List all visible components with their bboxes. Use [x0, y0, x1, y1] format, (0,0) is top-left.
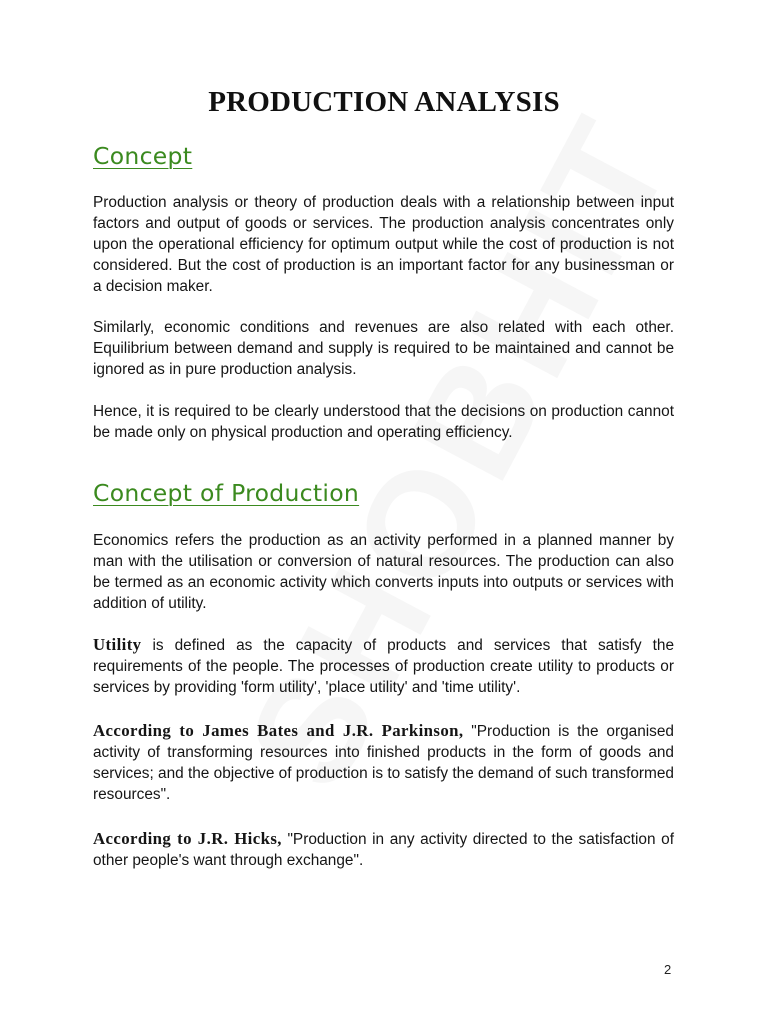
quote-attribution: According to J.R. Hicks,	[93, 829, 282, 848]
page-number: 2	[664, 962, 672, 977]
paragraph: Hence, it is required to be clearly understood that the decisions on production cannot be made only on physical production and operating efficiency.	[93, 403, 674, 441]
section-heading-concept: Concept	[93, 142, 193, 170]
section-heading-concept-of-production: Concept of Production	[93, 479, 360, 507]
definition-text: is defined as the capacity of products and services that satisfy the requirements of the people. The processes of production create utility to products or services by providing 'form utility', 'place utility' and 'time utility'.	[93, 637, 674, 696]
page-title: PRODUCTION ANALYSIS	[208, 86, 560, 118]
quote-bates-parkinson	[93, 721, 674, 806]
paragraph: Production analysis or theory of production deals with a relationship between input factors and output of goods or services. The production analysis concentrates only upon the operational efficiency for optimum output while the cost of production is not considered. But the cost of production is an important factor for any businessman or a decision maker.	[93, 194, 674, 295]
quote-hicks	[93, 829, 674, 872]
paragraph: Economics refers the production as an activity performed in a planned manner by man with the utilisation or conversion of natural resources. The production can also be termed as an economic activity which converts inputs into outputs or services with addition of utility.	[93, 532, 674, 612]
quote-attribution: According to James Bates and J.R. Parkinson,	[93, 721, 464, 740]
quote-text: "Production in any activity directed to the satisfaction of other people's want through exchange".	[93, 831, 674, 869]
quote-text: "Production is the organised activity of transforming resources into finished products in the form of goods and services; and the objective of production is to satisfy the demand of such transformed resources".	[93, 723, 674, 803]
definition-term: Utility	[93, 635, 142, 654]
definition-utility	[93, 635, 674, 699]
paragraph: Similarly, economic conditions and revenues are also related with each other. Equilibrium between demand and supply is required to be maintained and cannot be ignored as in pure production analysis.	[93, 319, 674, 378]
